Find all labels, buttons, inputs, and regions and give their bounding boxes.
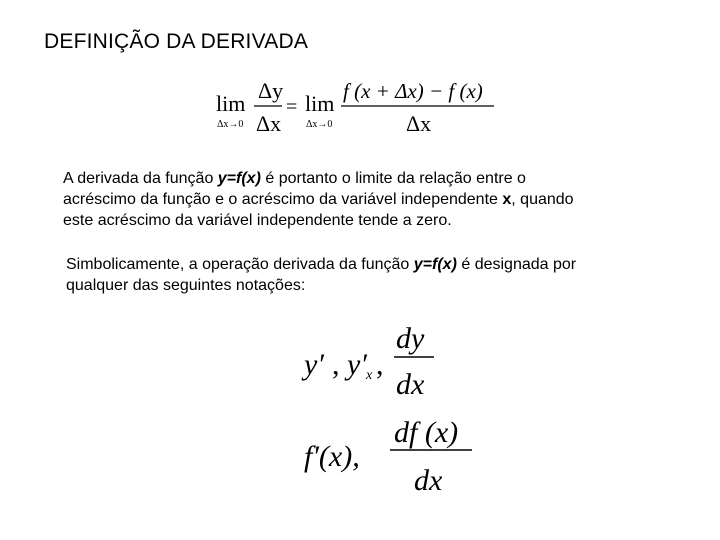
yx-prime: y′ [347,348,367,381]
dy-numerator: dy [396,322,425,355]
derivative-notation-1 [300,318,450,404]
text-span: A derivada da função [63,170,218,187]
y-prime: y′ [304,348,324,381]
text-span: é portanto o limite da relação entre o [260,170,526,187]
comma: , [376,348,384,381]
lim-left: lim [216,91,246,116]
text-span: acréscimo da função e o acréscimo da variável independente [63,191,503,208]
dx-denominator: dx [414,464,443,497]
text-span: , quando [511,191,574,208]
function-notation: y=f(x) [413,256,457,273]
definition-paragraph [63,168,574,231]
notation-line-2: qualquer das seguintes notações: [66,277,306,294]
text-span: Simbolicamente, a operação derivada da função [66,256,414,273]
df-numerator: df (x) [394,416,459,449]
lhs-numerator: Δy [258,78,284,103]
yx-subscript: x [366,368,373,383]
limit-subscript-right: Δx→0 [306,119,333,130]
variable-x: x [502,191,512,208]
equals-sign: = [286,96,298,118]
dx-denominator: dx [396,368,425,401]
text-span: é designada por [456,256,577,273]
derivative-definition-formula [210,76,510,138]
rhs-numerator: f (x + Δx) − f (x) [343,79,483,103]
definition-line-2 [63,189,574,210]
definition-line-3: este acréscimo da variável independente tende a zero. [63,212,452,229]
notation-line-1 [66,254,576,275]
function-notation: y=f(x) [217,170,261,187]
lim-right: lim [305,91,335,116]
page-title: DEFINIÇÃO DA DERIVADA [44,30,309,53]
derivative-notation-2 [300,410,485,500]
lhs-denominator: Δx [256,111,282,136]
rhs-denominator: Δx [406,111,432,136]
f-prime-of-x: f′(x), [304,440,360,473]
definition-line-1 [63,168,574,189]
comma: , [332,348,340,381]
limit-subscript-left: Δx→0 [217,119,244,130]
notation-paragraph [66,254,576,296]
